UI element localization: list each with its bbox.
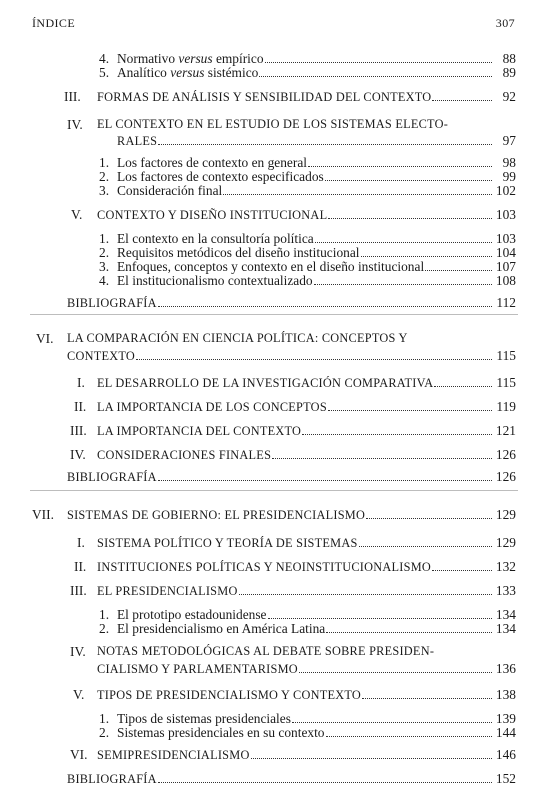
toc-entry bbox=[0, 424, 516, 440]
toc-entry-number: IV. bbox=[70, 644, 86, 659]
dot-leader bbox=[314, 274, 492, 285]
toc-entry-number: IV. bbox=[70, 447, 86, 462]
toc-entry-number: 1. bbox=[99, 231, 110, 246]
toc-entry-title: BIBLIOGRAFÍA bbox=[67, 470, 157, 484]
toc-entry-page: 115 bbox=[496, 375, 516, 390]
toc-entry bbox=[0, 560, 516, 576]
toc-entry-page: 119 bbox=[496, 399, 516, 414]
toc-entry-number: V. bbox=[73, 687, 85, 702]
dot-leader bbox=[272, 448, 492, 459]
toc-entry bbox=[0, 274, 516, 290]
toc-entry-title: BIBLIOGRAFÍA bbox=[67, 772, 157, 786]
dot-leader bbox=[136, 349, 492, 360]
toc-entry bbox=[0, 118, 516, 134]
toc-entry-number: 1. bbox=[99, 155, 110, 170]
dot-leader bbox=[315, 232, 492, 243]
toc-entry-page: 144 bbox=[495, 725, 516, 740]
toc-entry bbox=[0, 349, 516, 365]
toc-entry-page: 108 bbox=[495, 273, 516, 288]
toc-entry-page: 107 bbox=[495, 259, 516, 274]
toc-entry-number: 5. bbox=[99, 65, 110, 80]
dot-leader bbox=[158, 296, 492, 307]
dot-leader bbox=[259, 66, 492, 77]
toc-entry-number: I. bbox=[77, 375, 85, 390]
toc-entry-title: RALES bbox=[117, 134, 158, 148]
toc-entry-page: 139 bbox=[495, 711, 516, 726]
dot-leader bbox=[434, 376, 492, 387]
dot-leader bbox=[359, 536, 492, 547]
toc-entry-number: VII. bbox=[32, 507, 54, 522]
toc-entry-title: El institucionalismo contextualizado bbox=[117, 273, 313, 288]
toc-entry-page: 126 bbox=[495, 447, 516, 462]
toc-entry bbox=[0, 508, 516, 524]
toc-entry-number: II. bbox=[74, 399, 87, 414]
toc-entry-page: 133 bbox=[495, 583, 516, 598]
dot-leader bbox=[366, 508, 492, 519]
dot-leader bbox=[265, 52, 492, 63]
toc-entry-title: INSTITUCIONES POLÍTICAS Y NEOINSTITUCIONALISMO bbox=[97, 560, 432, 574]
dot-leader bbox=[158, 772, 492, 783]
toc-entry bbox=[0, 662, 516, 678]
dot-leader bbox=[223, 184, 492, 195]
toc-entry-number: VI. bbox=[36, 331, 54, 346]
toc-entry-page: 121 bbox=[495, 423, 516, 438]
toc-entry-page: 152 bbox=[495, 771, 516, 786]
toc-entry-title: EL PRESIDENCIALISMO bbox=[97, 584, 238, 598]
chapter-divider bbox=[30, 314, 518, 315]
toc-entry-page: 138 bbox=[495, 687, 516, 702]
toc-entry-page: 129 bbox=[495, 507, 516, 522]
toc-entry-page: 134 bbox=[495, 607, 516, 622]
toc-entry-page: 134 bbox=[495, 621, 516, 636]
toc-entry-number: VI. bbox=[70, 747, 88, 762]
toc-entry-title: Tipos de sistemas presidenciales bbox=[117, 711, 291, 726]
dot-leader bbox=[328, 400, 492, 411]
dot-leader bbox=[239, 584, 492, 595]
toc-entry bbox=[0, 208, 516, 224]
toc-entry-page: 129 bbox=[495, 535, 516, 550]
toc-entry-title: EL DESARROLLO DE LA INVESTIGACIÓN COMPARATIVA bbox=[97, 376, 434, 390]
toc-entry-page: 99 bbox=[502, 169, 516, 184]
toc-entry-title: El contexto en la consultoría política bbox=[117, 231, 314, 246]
dot-leader bbox=[432, 560, 492, 571]
toc-entry bbox=[0, 536, 516, 552]
toc-entry bbox=[0, 622, 516, 638]
toc-entry-title: FORMAS DE ANÁLISIS Y SENSIBILIDAD DEL CONTEXTO bbox=[97, 90, 432, 104]
toc-entry-number: 2. bbox=[99, 169, 110, 184]
toc-entry bbox=[0, 376, 516, 392]
toc-entry-number: III. bbox=[64, 89, 81, 104]
toc-entry-title: Normativo versus empírico bbox=[117, 51, 264, 66]
toc-entry-page: 92 bbox=[502, 89, 516, 104]
toc-entry-page: 97 bbox=[502, 133, 516, 148]
toc-entry-title: SEMIPRESIDENCIALISMO bbox=[97, 748, 250, 762]
toc-entry-page: 103 bbox=[495, 231, 516, 246]
toc-entry-title: SISTEMAS DE GOBIERNO: EL PRESIDENCIALISMO bbox=[67, 508, 366, 522]
toc-entry-number: 4. bbox=[99, 273, 110, 288]
dot-leader bbox=[432, 90, 492, 101]
toc-entry-number: 2. bbox=[99, 725, 110, 740]
toc-entry-title: SISTEMA POLÍTICO Y TEORÍA DE SISTEMAS bbox=[97, 536, 358, 550]
toc-entry bbox=[0, 66, 516, 82]
toc-entry-title: TIPOS DE PRESIDENCIALISMO Y CONTEXTO bbox=[97, 688, 362, 702]
toc-entry bbox=[0, 688, 516, 704]
toc-entry-title: Analítico versus sistémico bbox=[117, 65, 259, 80]
toc-entry bbox=[0, 134, 516, 150]
toc-entry-page: 146 bbox=[495, 747, 516, 762]
toc-entry-title: LA IMPORTANCIA DEL CONTEXTO bbox=[97, 424, 302, 438]
toc-entry-title: CONSIDERACIONES FINALES bbox=[97, 448, 272, 462]
toc-entry-title: LA COMPARACIÓN EN CIENCIA POLÍTICA: CONCEPTOS Y bbox=[67, 331, 408, 345]
toc-entry-number: 1. bbox=[99, 607, 110, 622]
toc-entry-page: 104 bbox=[495, 245, 516, 260]
dot-leader bbox=[268, 608, 492, 619]
toc-entry bbox=[0, 748, 516, 764]
toc-entry bbox=[0, 772, 516, 788]
toc-entry-title: NOTAS METODOLÓGICAS AL DEBATE SOBRE PRESIDEN- bbox=[97, 644, 435, 658]
toc-entry-page: 115 bbox=[496, 348, 516, 363]
dot-leader bbox=[326, 726, 492, 737]
toc-entry-number: 2. bbox=[99, 245, 110, 260]
dot-leader bbox=[302, 424, 492, 435]
toc-entry-page: 102 bbox=[495, 183, 516, 198]
toc-entry-page: 132 bbox=[495, 559, 516, 574]
toc-entry-page: 112 bbox=[496, 295, 516, 310]
toc-entry bbox=[0, 470, 516, 486]
toc-entry-number: II. bbox=[74, 559, 87, 574]
toc-entry-page: 136 bbox=[495, 661, 516, 676]
toc-entry-title: Los factores de contexto en general bbox=[117, 155, 307, 170]
toc-entry bbox=[0, 726, 516, 742]
toc-entry-number: 1. bbox=[99, 711, 110, 726]
toc-entry bbox=[0, 400, 516, 416]
dot-leader bbox=[308, 156, 492, 167]
toc-entry-number: V. bbox=[71, 207, 83, 222]
dot-leader bbox=[362, 688, 492, 699]
toc-entry-title: LA IMPORTANCIA DE LOS CONCEPTOS bbox=[97, 400, 327, 414]
toc-entry-title: Sistemas presidenciales en su contexto bbox=[117, 725, 325, 740]
toc-entry-number: 3. bbox=[99, 183, 110, 198]
toc-entry bbox=[0, 584, 516, 600]
toc-entry bbox=[0, 448, 516, 464]
toc-entry-number: 4. bbox=[99, 51, 110, 66]
page-number: 307 bbox=[495, 16, 515, 30]
toc-entry-title: El prototipo estadounidense bbox=[117, 607, 267, 622]
toc-entry-page: 88 bbox=[502, 51, 516, 66]
toc-entry-title: EL CONTEXTO EN EL ESTUDIO DE LOS SISTEMAS ELECTO- bbox=[97, 117, 449, 131]
dot-leader bbox=[158, 134, 492, 145]
toc-entry-number: III. bbox=[70, 423, 87, 438]
toc-entry-page: 103 bbox=[495, 207, 516, 222]
toc-entry-page: 126 bbox=[495, 469, 516, 484]
toc-entry-title: CONTEXTO Y DISEÑO INSTITUCIONAL bbox=[97, 208, 328, 222]
dot-leader bbox=[326, 622, 492, 633]
dot-leader bbox=[328, 208, 492, 219]
dot-leader bbox=[425, 260, 492, 271]
toc-entry-title: Requisitos metódicos del diseño institucional bbox=[117, 245, 360, 260]
toc-entry-page: 98 bbox=[502, 155, 516, 170]
toc-entry-title: Los factores de contexto especificados bbox=[117, 169, 324, 184]
toc-entry-number: IV. bbox=[67, 117, 83, 132]
dot-leader bbox=[292, 712, 492, 723]
toc-entry bbox=[0, 332, 516, 348]
dot-leader bbox=[299, 662, 492, 673]
chapter-divider bbox=[30, 490, 518, 491]
dot-leader bbox=[361, 246, 493, 257]
toc-entry-page: 89 bbox=[502, 65, 516, 80]
toc-entry bbox=[0, 645, 516, 661]
toc-entry-title: CIALISMO Y PARLAMENTARISMO bbox=[97, 662, 298, 676]
toc-entry-title: Enfoques, conceptos y contexto en el diseño institucional bbox=[117, 259, 425, 274]
toc-entry-title: CONTEXTO bbox=[67, 349, 136, 363]
toc-entry-number: 3. bbox=[99, 259, 110, 274]
toc-entry-number: I. bbox=[77, 535, 85, 550]
toc-entry-number: 2. bbox=[99, 621, 110, 636]
dot-leader bbox=[251, 748, 492, 759]
toc-entry bbox=[0, 296, 516, 312]
toc-entry-title: Consideración final bbox=[117, 183, 223, 198]
toc-entry bbox=[0, 184, 516, 200]
toc-entry-title: BIBLIOGRAFÍA bbox=[67, 296, 157, 310]
running-header-left: ÍNDICE bbox=[32, 16, 76, 30]
toc-entry-number: III. bbox=[70, 583, 87, 598]
toc-entry bbox=[0, 90, 516, 106]
dot-leader bbox=[325, 170, 492, 181]
dot-leader bbox=[158, 470, 492, 481]
toc-entry-title: El presidencialismo en América Latina bbox=[117, 621, 326, 636]
